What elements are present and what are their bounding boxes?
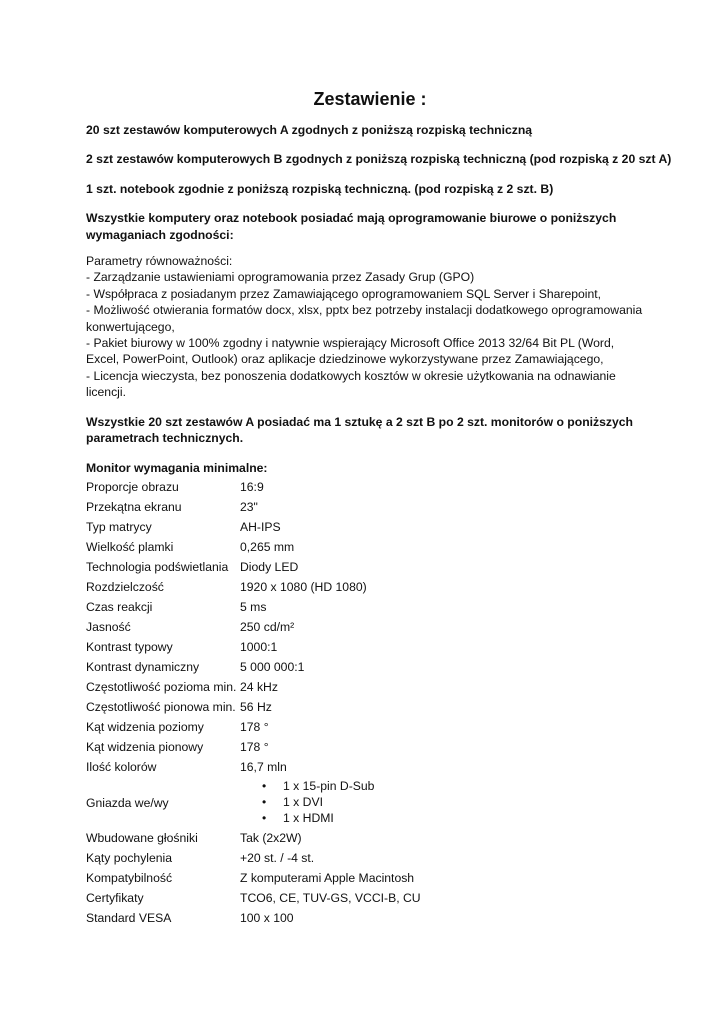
spec-row <box>86 477 421 497</box>
spec-row <box>86 577 421 597</box>
spec-label: Przekątna ekranu <box>86 499 182 514</box>
spec-value: 1920 x 1080 (HD 1080) <box>240 579 367 594</box>
spec-value: Tak (2x2W) <box>240 831 302 846</box>
spec-value: 56 Hz <box>240 699 272 714</box>
spec-label: Kontrast dynamiczny <box>86 659 200 674</box>
monitors-note: Wszystkie 20 szt zestawów A posiadać ma 1 sztukę a 2 szt B po 2 szt. monitorów o poniższych parametrach technicznych. <box>86 414 633 446</box>
spec-value: 178 ° <box>240 739 269 754</box>
spec-value: 5 ms <box>240 599 267 614</box>
spec-value: 250 cd/m² <box>240 619 295 634</box>
spec-value: 5 000 000:1 <box>240 659 305 674</box>
spec-row <box>86 829 421 849</box>
ports-list <box>240 778 421 827</box>
intro-line-3: 1 szt. notebook zgodnie z poniższą rozpiską techniczną. (pod rozpiską z 2 szt. B) <box>86 181 554 196</box>
spec-value: 0,265 mm <box>240 539 295 554</box>
parameter-line: - Możliwość otwierania formatów docx, xlsx, pptx bez potrzeby instalacji dodatkowego oprogramowania konwertującego, <box>86 303 643 334</box>
spec-value-ports <box>240 777 421 829</box>
spec-value: Z komputerami Apple Macintosh <box>240 871 415 886</box>
spec-label: Kąt widzenia pionowy <box>86 739 204 754</box>
spec-row <box>86 717 421 737</box>
spec-label: Certyfikaty <box>86 891 144 906</box>
spec-label: Częstotliwość pionowa min. <box>86 699 236 714</box>
spec-value: +20 st. / -4 st. <box>240 851 315 866</box>
spec-label: Kąty pochylenia <box>86 851 173 866</box>
spec-row <box>86 557 421 577</box>
spec-row <box>86 737 421 757</box>
spec-row <box>86 697 421 717</box>
spec-label: Jasność <box>86 619 131 634</box>
spec-label: Typ matrycy <box>86 519 152 534</box>
spec-row <box>86 497 421 517</box>
spec-label: Standard VESA <box>86 911 172 926</box>
spec-row <box>86 517 421 537</box>
spec-row <box>86 597 421 617</box>
spec-label: Proporcje obrazu <box>86 479 179 494</box>
parameters-section <box>86 253 646 401</box>
spec-value: 178 ° <box>240 719 269 734</box>
spec-row <box>86 849 421 869</box>
spec-value: 100 x 100 <box>240 911 294 926</box>
spec-label: Technologia podświetlania <box>86 559 229 574</box>
parameters-heading: Parametry równoważności: <box>86 254 233 269</box>
parameter-line: - Współpraca z posiadanym przez Zamawiającego oprogramowaniem SQL Server i Sharepoint, <box>86 286 602 301</box>
spec-label: Kąt widzenia poziomy <box>86 719 204 734</box>
page-title: Zestawienie : <box>313 89 427 109</box>
spec-value: Diody LED <box>240 559 299 574</box>
spec-row <box>86 757 421 777</box>
monitor-heading: Monitor wymagania minimalne: <box>86 460 268 475</box>
spec-row <box>86 909 421 929</box>
document-page <box>86 88 672 929</box>
spec-value: 1000:1 <box>240 639 278 654</box>
parameter-line: - Licencja wieczysta, bez ponoszenia dodatkowych kosztów w okresie użytkowania na odnawianie licencji. <box>86 368 616 400</box>
spec-label: Wbudowane głośniki <box>86 831 198 846</box>
spec-label: Ilość kolorów <box>86 759 157 774</box>
spec-label: Gniazda we/wy <box>86 795 169 810</box>
spec-row <box>86 657 421 677</box>
spec-label: Kompatybilność <box>86 871 173 886</box>
spec-label: Kontrast typowy <box>86 639 173 654</box>
spec-value: TCO6, CE, TUV-GS, VCCI-B, CU <box>240 891 421 906</box>
spec-value: 24 kHz <box>240 679 278 694</box>
port-item: • 1 x HDMI <box>240 810 421 826</box>
spec-value: 16:9 <box>240 479 264 494</box>
spec-value: 23" <box>240 499 258 514</box>
parameter-line: - Zarządzanie ustawieniami oprogramowania przez Zasady Grup (GPO) <box>86 270 475 285</box>
monitor-spec-table <box>86 477 421 929</box>
port-item: • 1 x DVI <box>240 794 421 810</box>
intro-line-1: 20 szt zestawów komputerowych A zgodnych z poniższą rozpiską techniczną <box>86 123 533 137</box>
intro-line-4: Wszystkie komputery oraz notebook posiadać mają oprogramowanie biurowe o poniższych wymaganiach zgodności: <box>86 211 617 242</box>
spec-row <box>86 637 421 657</box>
parameter-line: - Pakiet biurowy w 100% zgodny i natywnie wspierający Microsoft Office 2013 32/64 Bit PL (Word, Excel, PowerPoint, Outlook) oraz aplikacje dziedzinowe wykorzystywane przez Zamawiającego, <box>86 336 615 367</box>
spec-label: Częstotliwość pozioma min. <box>86 679 237 694</box>
spec-row-ports <box>86 777 421 829</box>
spec-row <box>86 889 421 909</box>
spec-row <box>86 617 421 637</box>
spec-value: AH-IPS <box>240 519 281 534</box>
spec-label: Wielkość plamki <box>86 539 174 554</box>
port-item: • 1 x 15-pin D-Sub <box>240 778 421 794</box>
spec-row <box>86 869 421 889</box>
intro-line-2: 2 szt zestawów komputerowych B zgodnych z poniższą rozpiską techniczną (pod rozpiską z 20 szt A) <box>86 152 672 167</box>
spec-value: 16,7 mln <box>240 759 287 774</box>
spec-label: Czas reakcji <box>86 599 153 614</box>
spec-row <box>86 537 421 557</box>
spec-label: Rozdzielczość <box>86 579 164 594</box>
spec-row <box>86 677 421 697</box>
